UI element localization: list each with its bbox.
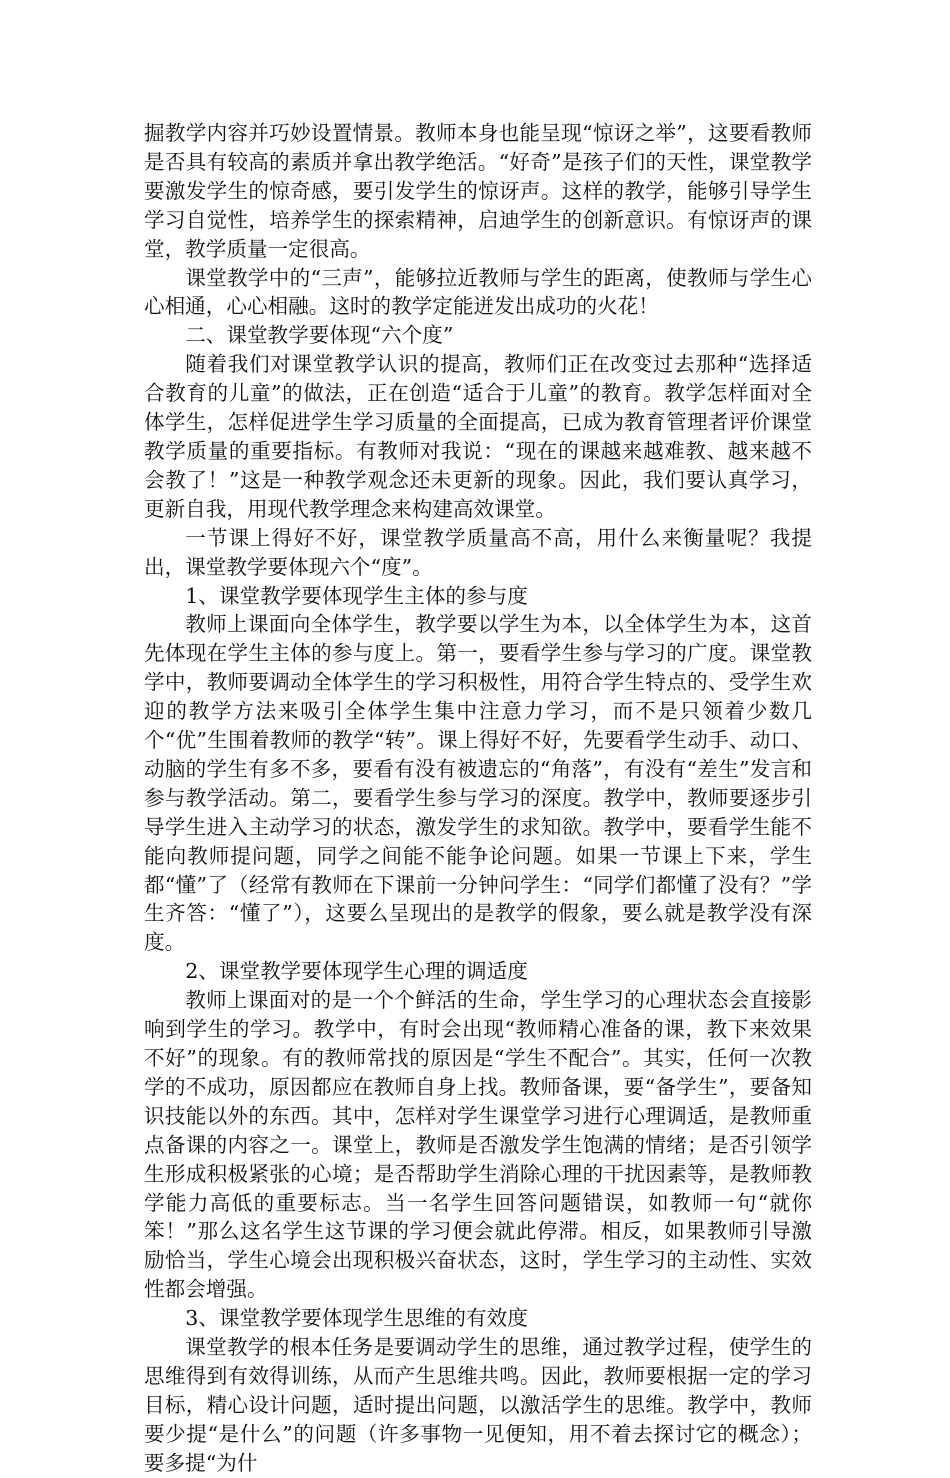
paragraph-continuation: 掘教学内容并巧妙设置情景。教师本身也能呈现“惊讶之举”，这要看教师是否具有较高的素质并拿出教学绝活。“好奇”是孩子们的天性，课堂教学要激发学生的惊奇感，要引发学生的惊讶声。这样的教学，能够引导学生学习自觉性，培养学生的探索精神，启迪学生的创新意识。有惊讶声的课堂，教学质量一定很高。 <box>144 121 812 261</box>
paragraph-measure-question: 一节课上得好不好，课堂教学质量高不高，用什么来衡量呢？我提出，课堂教学要体现六个“度”。 <box>144 525 812 579</box>
section-heading-six-degrees: 二、课堂教学要体现“六个度” <box>185 323 454 348</box>
subsection-heading-participation: 1、课堂教学要体现学生主体的参与度 <box>185 583 528 608</box>
paragraph-three-voices-summary: 课堂教学中的“三声”，能够拉近教师与学生的距离，使教师与学生心心相通，心心相融。这时的教学定能迸发出成功的火花！ <box>144 265 812 319</box>
paragraph-six-degrees-intro: 随着我们对课堂教学认识的提高，教师们正在改变过去那种“选择适合教育的儿童”的做法，正在创造“适合于儿童”的教育。教学怎样面对全体学生，怎样促进学生学习质量的全面提高，已成为教育管理者评价课堂教学质量的重要指标。有教师对我说：“现在的课越来越难教、越来越不会教了！”这是一种教学观念还未更新的现象。因此，我们要认真学习，更新自我，用现代教学理念来构建高效课堂。 <box>144 352 812 521</box>
document-page <box>144 119 812 1478</box>
paragraph-psychology: 教师上课面对的是一个个鲜活的生命，学生学习的心理状态会直接影响到学生的学习。教学中，有时会出现“教师精心准备的课，教下来效果不好”的现象。有的教师常找的原因是“学生不配合”。其实，任何一次教学的不成功，原因都应在教师自身上找。教师备课，要“备学生”，要备知识技能以外的东西。其中，怎样对学生课堂学习进行心理调适，是教师重点备课的内容之一。课堂上，教师是否激发学生饱满的情绪；是否引领学生形成积极紧张的心境；是否帮助学生消除心理的干扰因素等，是教师教学能力高低的重要标志。当一名学生回答问题错误，如教师一句“就你笨！”那么这名学生这节课的学习便会就此停滞。相反，如果教师引导激励恰当，学生心境会出现积极兴奋状态，这时，学生学习的主动性、实效性都会增强。 <box>144 988 812 1302</box>
subsection-heading-thinking: 3、课堂教学要体现学生思维的有效度 <box>185 1306 528 1331</box>
subsection-heading-psychology: 2、课堂教学要体现学生心理的调适度 <box>185 959 528 984</box>
paragraph-thinking: 课堂教学的根本任务是要调动学生的思维，通过教学过程，使学生的思维得到有效得训练，从而产生思维共鸣。因此，教师要根据一定的学习目标，精心设计问题，适时提出问题，以激活学生的思维。教学中，教师要少提“是什么”的问题（许多事物一见便知，用不着去探讨它的概念）；要多提“为什 <box>144 1335 812 1475</box>
paragraph-participation: 教师上课面向全体学生，教学要以学生为本，以全体学生为本，这首先体现在学生主体的参与度上。第一，要看学生参与学习的广度。课堂教学中，教师要调动全体学生的学习积极性，用符合学生特点的、受学生欢迎的教学方法来吸引全体学生集中注意力学习，而不是只领着少数几个“优”生围着教师的教学“转”。课上得好不好，先要看学生动手、动口、动脑的学生有多不多，要看有没有被遗忘的“角落”，有没有“差生”发言和参与教学活动。第二，要看学生参与学习的深度。教学中，教师要逐步引导学生进入主动学习的状态，激发学生的求知欲。教学中，要看学生能不能向教师提问题，同学之间能不能争论问题。如果一节课上下来，学生都“懂”了（经常有教师在下课前一分钟问学生：“同学们都懂了没有？”学生齐答：“懂了”），这要么呈现出的是教学的假象，要么就是教学没有深度。 <box>144 612 812 955</box>
